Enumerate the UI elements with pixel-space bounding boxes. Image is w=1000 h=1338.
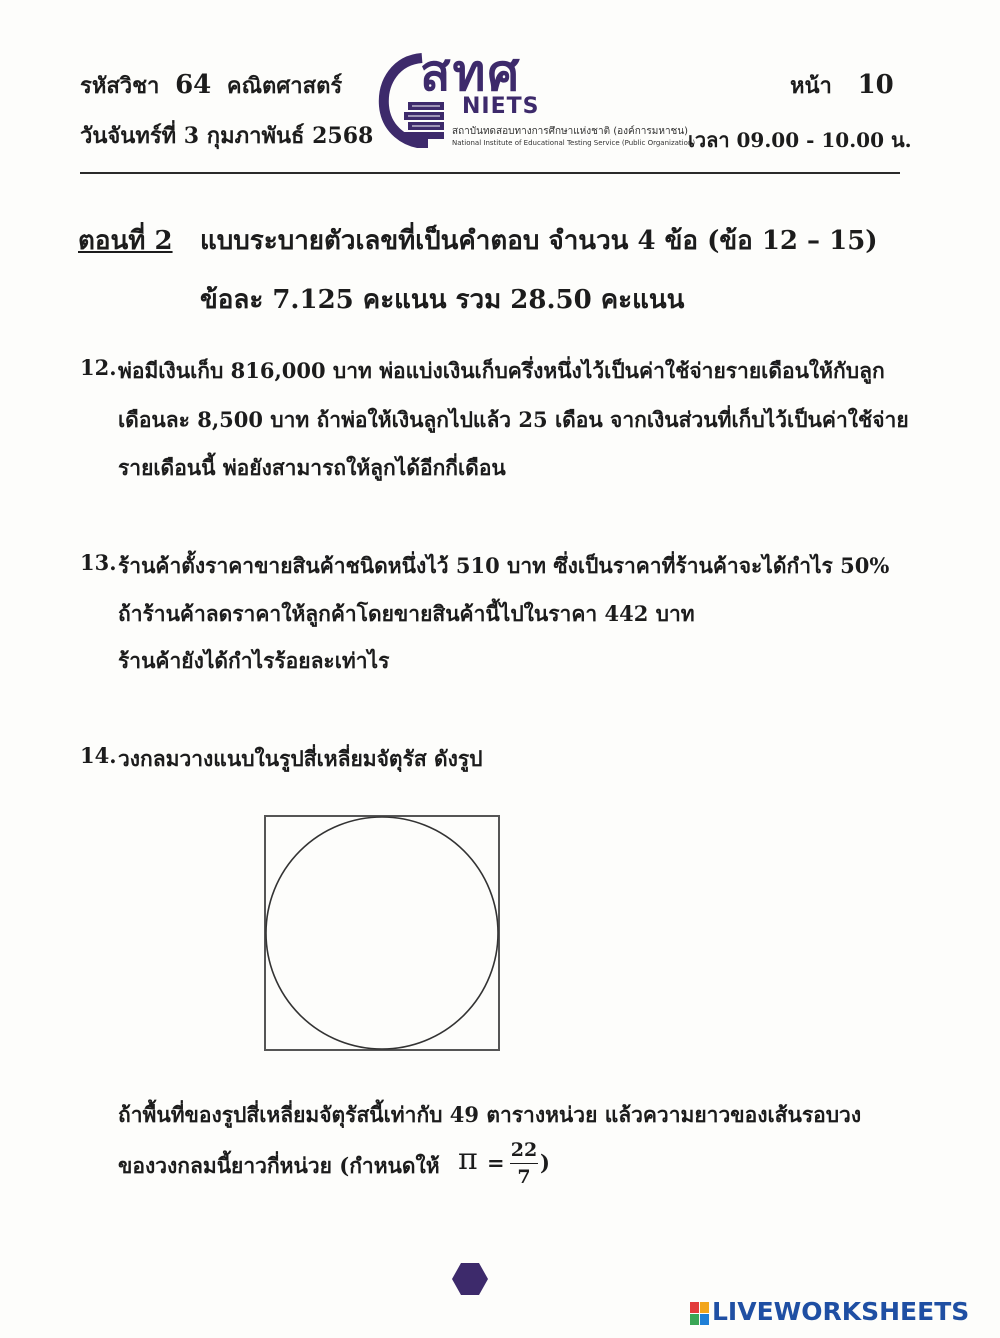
fraction-22-over-7	[510, 1138, 538, 1189]
fraction-numerator: 22	[510, 1139, 538, 1161]
fraction-bar	[510, 1163, 538, 1164]
page-label: หน้า	[790, 73, 832, 99]
pi-symbol: π	[458, 1142, 478, 1177]
question-line: วงกลมวางแนบในรูปสี่เหลี่ยมจัตุรัส ดังรูป	[118, 746, 483, 771]
logo-thai-word: สทศ	[420, 44, 522, 102]
exam-time: เวลา 09.00 - 10.00 น.	[688, 128, 912, 152]
subject-name: คณิตศาสตร์	[226, 73, 343, 99]
question-line: ของวงกลมนี้ยาวกี่หน่วย (กำหนดให้	[118, 1153, 440, 1178]
fraction-denominator: 7	[517, 1166, 531, 1188]
logo-org-thai: สถาบันทดสอบทางการศึกษาแห่งชาติ (องค์การมหาชน)	[452, 126, 689, 137]
question-line: เดือนละ 8,500 บาท ถ้าพ่อให้เงินลูกไปแล้ว 25 เดือน จากเงินส่วนที่เก็บไว้เป็นค่าใช้จ่าย	[118, 407, 909, 432]
page-indicator	[790, 68, 894, 103]
question-line: รายเดือนนี้ พ่อยังสามารถให้ลูกได้อีกกี่เดือน	[118, 455, 506, 480]
question-number: 13.	[80, 550, 117, 575]
hexagon-icon	[451, 1262, 489, 1296]
section-line-1: แบบระบายตัวเลขที่เป็นคำตอบ จำนวน 4 ข้อ (ข้อ 12 – 15)	[200, 226, 878, 256]
question-line: ถ้าร้านค้าลดราคาให้ลูกค้าโดยขายสินค้านี้ไปในราคา 442 บาท	[118, 601, 695, 626]
liveworksheets-logo-icon	[690, 1302, 710, 1326]
logo-org-english: National Institute of Educational Testing Service (Public Organization)	[452, 139, 696, 147]
question-number: 14.	[80, 743, 117, 768]
equals-sign: =	[487, 1150, 505, 1175]
section-label: ตอนที่ 2	[78, 226, 173, 256]
close-paren: )	[540, 1150, 550, 1175]
exam-date: วันจันทร์ที่ 3 กุมภาพันธ์ 2568	[80, 123, 374, 149]
question-line: ร้านค้าตั้งราคาขายสินค้าชนิดหนึ่งไว้ 510 บาท ซึ่งเป็นราคาที่ร้านค้าจะได้กำไร 50%	[118, 553, 890, 578]
question-number: 12.	[80, 355, 117, 380]
header-divider	[80, 172, 900, 174]
subject-line	[80, 68, 342, 103]
page-number: 10	[857, 70, 894, 100]
section-line-2: ข้อละ 7.125 คะแนน รวม 28.50 คะแนน	[200, 285, 685, 315]
question-line: ถ้าพื้นที่ของรูปสี่เหลี่ยมจัตุรัสนี้เท่ากับ 49 ตารางหน่วย แล้วความยาวของเส้นรอบวง	[118, 1102, 862, 1127]
question-line: พ่อมีเงินเก็บ 816,000 บาท พ่อแบ่งเงินเก็บครึ่งหนึ่งไว้เป็นค่าใช้จ่ายรายเดือนให้กับลูก	[118, 358, 885, 383]
subject-code: 64	[175, 70, 212, 100]
circle-in-square-figure	[262, 813, 502, 1053]
logo-abbr: NIETS	[462, 94, 540, 119]
question-line: ร้านค้ายังได้กำไรร้อยละเท่าไร	[118, 648, 390, 673]
subject-label: รหัสวิชา	[80, 73, 160, 99]
liveworksheets-brand[interactable]: LIVEWORKSHEETS	[712, 1297, 970, 1326]
